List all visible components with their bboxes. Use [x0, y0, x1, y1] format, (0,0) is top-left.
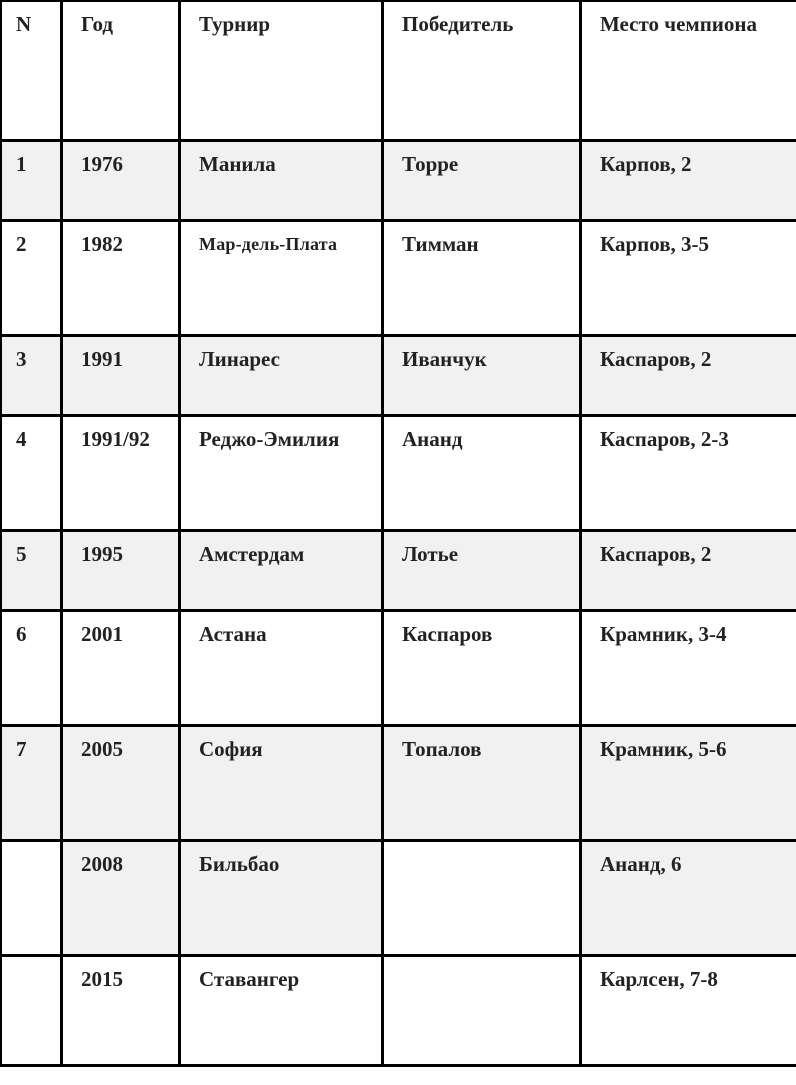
cell-year: 2005 [62, 726, 180, 841]
cell-champion-place: Карлсен, 7-8 [581, 956, 796, 1066]
header-n: N [1, 1, 62, 141]
cell-winner: Лотье [383, 531, 581, 611]
table-row [1, 611, 796, 726]
cell-winner [383, 841, 581, 956]
cell-n: 7 [1, 726, 62, 841]
cell-tournament: Амстердам [180, 531, 383, 611]
cell-n: 4 [1, 416, 62, 531]
cell-winner: Иванчук [383, 336, 581, 416]
cell-winner: Тимман [383, 221, 581, 336]
header-champion-place: Место чемпиона [581, 1, 796, 141]
header-tournament: Турнир [180, 1, 383, 141]
cell-champion-place: Каспаров, 2 [581, 336, 796, 416]
table-header-row [1, 1, 796, 141]
cell-n: 6 [1, 611, 62, 726]
header-winner: Победитель [383, 1, 581, 141]
cell-year: 2015 [62, 956, 180, 1066]
cell-n [1, 841, 62, 956]
cell-year: 2008 [62, 841, 180, 956]
cell-year: 1995 [62, 531, 180, 611]
cell-winner: Топалов [383, 726, 581, 841]
cell-year: 1976 [62, 141, 180, 221]
cell-tournament: Мар-дель-Плата [180, 221, 383, 336]
cell-winner: Каспаров [383, 611, 581, 726]
cell-winner [383, 956, 581, 1066]
cell-champion-place: Карпов, 3-5 [581, 221, 796, 336]
cell-champion-place: Крамник, 3-4 [581, 611, 796, 726]
table-row [1, 956, 796, 1066]
table-row [1, 841, 796, 956]
cell-champion-place: Каспаров, 2-3 [581, 416, 796, 531]
cell-tournament: Бильбао [180, 841, 383, 956]
table-row [1, 416, 796, 531]
cell-winner: Ананд [383, 416, 581, 531]
cell-tournament: Реджо-Эмилия [180, 416, 383, 531]
table-row [1, 336, 796, 416]
cell-n: 5 [1, 531, 62, 611]
cell-year: 1991/92 [62, 416, 180, 531]
header-year: Год [62, 1, 180, 141]
cell-n: 3 [1, 336, 62, 416]
cell-year: 2001 [62, 611, 180, 726]
cell-tournament: София [180, 726, 383, 841]
cell-year: 1982 [62, 221, 180, 336]
cell-n [1, 956, 62, 1066]
cell-champion-place: Ананд, 6 [581, 841, 796, 956]
table-row [1, 726, 796, 841]
table-row [1, 531, 796, 611]
table-row [1, 221, 796, 336]
cell-year: 1991 [62, 336, 180, 416]
cell-tournament: Астана [180, 611, 383, 726]
cell-n: 2 [1, 221, 62, 336]
cell-champion-place: Каспаров, 2 [581, 531, 796, 611]
cell-tournament: Манила [180, 141, 383, 221]
cell-winner: Торре [383, 141, 581, 221]
cell-tournament: Ставангер [180, 956, 383, 1066]
cell-champion-place: Крамник, 5-6 [581, 726, 796, 841]
cell-tournament: Линарес [180, 336, 383, 416]
table-row [1, 141, 796, 221]
cell-champion-place: Карпов, 2 [581, 141, 796, 221]
cell-n: 1 [1, 141, 62, 221]
